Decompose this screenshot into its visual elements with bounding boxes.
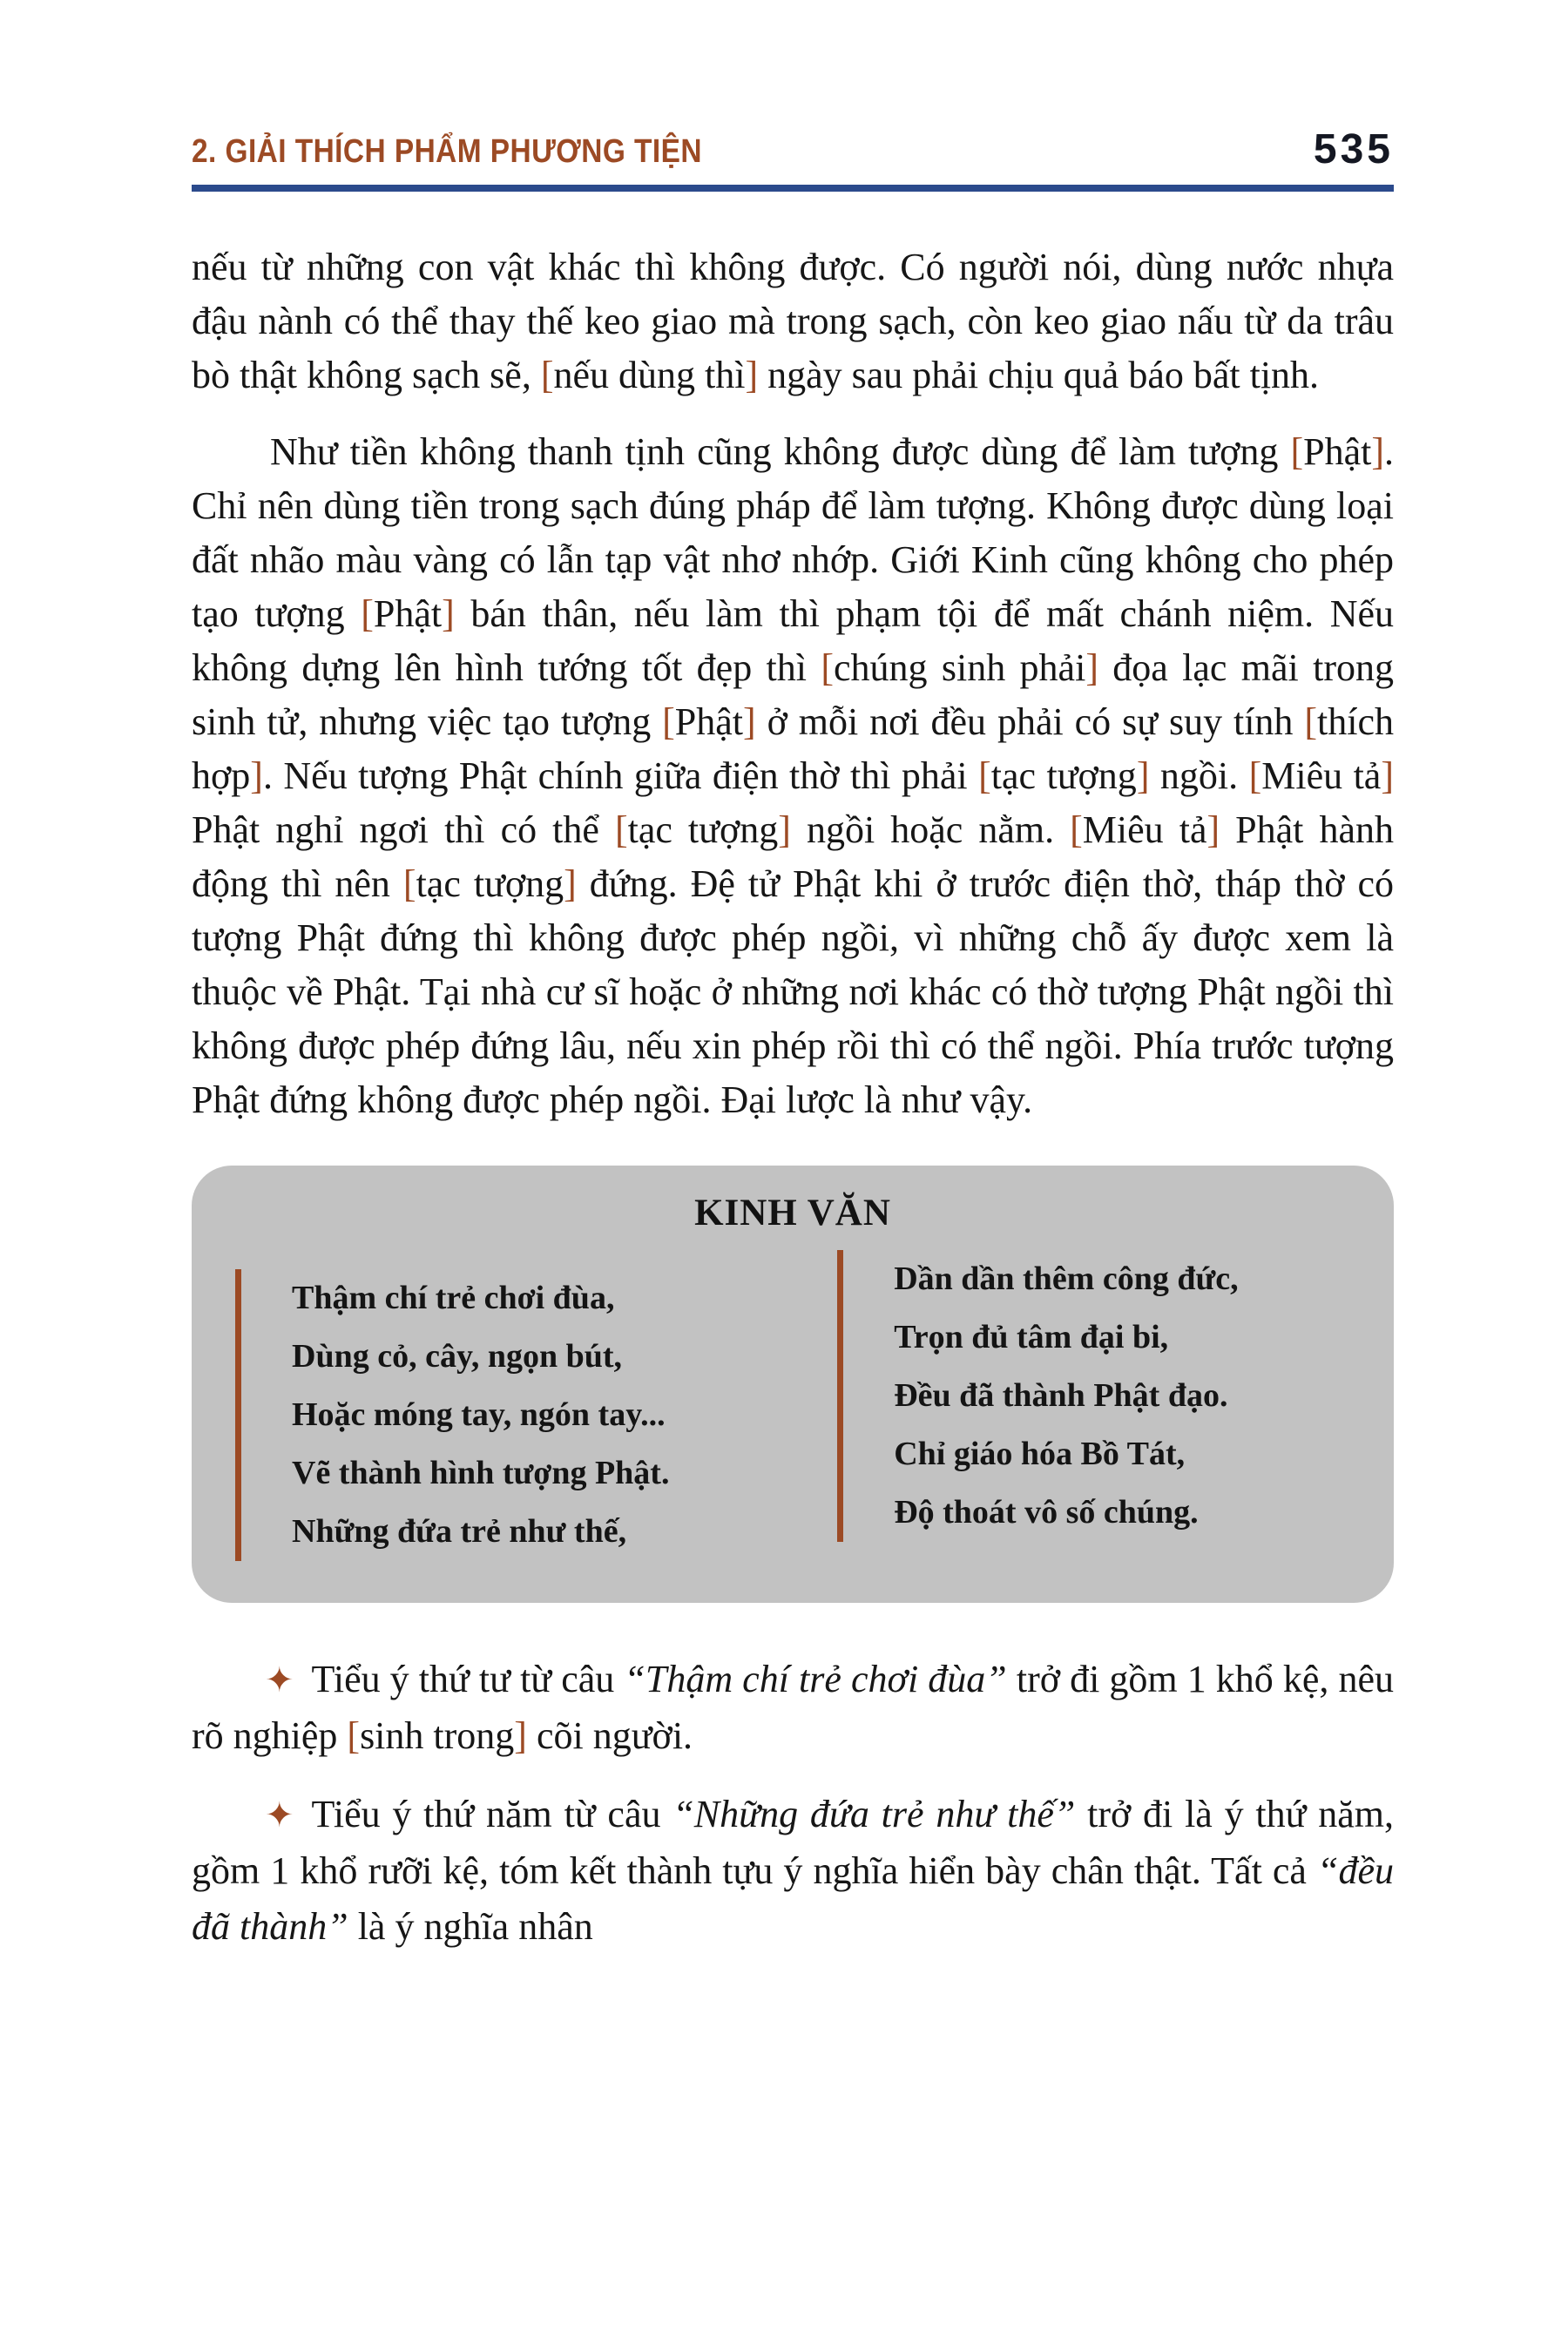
bracket-open-mark: [ xyxy=(1304,700,1318,743)
bracketed-text: chúng sinh phải xyxy=(833,646,1086,689)
bracket-close-mark: ] xyxy=(743,700,756,743)
bracketed-text: nếu dùng thì xyxy=(553,354,746,396)
bracketed-text: Miêu tả xyxy=(1261,754,1382,797)
verse-line: Trọn đủ tâm đại bi, xyxy=(894,1319,1169,1355)
verse-line: Dùng cỏ, cây, ngọn bút, xyxy=(292,1338,623,1375)
chapter-title: 2. GIẢI THÍCH PHẨM PHƯƠNG TIỆN xyxy=(192,133,702,170)
bracketed-text: thích hợp xyxy=(192,700,1394,797)
bracket-open-mark: [ xyxy=(402,862,416,905)
bracketed-text: Phật xyxy=(674,700,744,743)
verse-line: Hoặc móng tay, ngón tay... xyxy=(292,1396,666,1433)
note-text xyxy=(192,1793,1394,1948)
verse-line: Chỉ giáo hóa Bồ Tát, xyxy=(894,1436,1186,1472)
verse-line: Vẽ thành hình tượng Phật. xyxy=(292,1455,670,1491)
bracket-open-mark: [ xyxy=(1070,808,1083,851)
text-segment: đọa lạc mãi trong sinh tử, nhưng việc tạo tượng xyxy=(192,646,1395,743)
body-paragraph xyxy=(192,240,1394,402)
verse-line: Những đứa trẻ như thế, xyxy=(292,1513,627,1550)
bracketed-text: tạc tượng xyxy=(627,808,779,851)
text-segment: Phật nghỉ ngơi thì có thể xyxy=(192,808,615,851)
bracket-close-mark: ] xyxy=(1371,430,1384,473)
verse-line: Dần dần thêm công đức, xyxy=(894,1260,1239,1297)
bracket-close-mark: ] xyxy=(250,754,263,797)
text-segment: Phật hành động thì nên xyxy=(192,808,1394,905)
bracketed-text: Miêu tả xyxy=(1082,808,1207,851)
bracketed-text: tạc tượng xyxy=(416,862,564,905)
body-paragraph xyxy=(192,425,1394,1127)
note-text xyxy=(192,1658,1394,1757)
text-segment: Như tiền không thanh tịnh cũng không được dùng để làm tượng xyxy=(270,430,1291,473)
bracket-open-mark: [ xyxy=(347,1714,361,1757)
text-segment: ngồi hoặc nằm. xyxy=(790,808,1071,851)
bracket-open-mark: [ xyxy=(821,646,834,689)
bracket-close-mark: ] xyxy=(745,354,759,396)
bracketed-text: Phật xyxy=(1303,430,1372,473)
bracketed-text: tạc tượng xyxy=(990,754,1137,797)
text-segment: . Chỉ nên dùng tiền trong sạch đúng pháp để làm tượng. Không được dùng loại đất nhão màu vàng có lẫn tạp vật nhơ nhớp. Giới Kinh cũng không cho phép tạo tượng xyxy=(192,430,1394,635)
text-segment: là ý nghĩa nhân xyxy=(348,1905,593,1948)
bracket-close-mark: ] xyxy=(1136,754,1150,797)
bracket-close-mark: ] xyxy=(514,1714,527,1757)
text-segment: bán thân, nếu làm thì phạm tội để mất chánh niệm. Nếu không dựng lên hình tướng tốt đẹp thì xyxy=(192,592,1395,689)
quoted-phrase: “đều đã thành” xyxy=(192,1849,1394,1948)
text-segment: ngày sau phải chịu quả báo bất tịnh. xyxy=(758,354,1320,396)
verse-column-right xyxy=(837,1250,1350,1542)
bracket-open-mark: [ xyxy=(662,700,675,743)
bracket-open-mark: [ xyxy=(1248,754,1262,797)
text-segment: Tiểu ý thứ tư từ câu xyxy=(311,1658,625,1700)
text-segment: đứng. Đệ tử Phật khi ở trước điện thờ, tháp thờ có tượng Phật đứng thì không được phép ngồi, vì những chỗ ấy được xem là thuộc về Phật. Tại nhà cư sĩ hoặc ở những nơi khác có thờ tượng Phật ngồi thì không được phép đứng lâu, nếu xin phép rồi thì có thể ngồi. Phía trước tượng Phật đứng không được phép ngồi. Đại lược là như vậy. xyxy=(192,862,1395,1121)
text-segment: cõi người. xyxy=(526,1714,693,1757)
quoted-phrase: “Thậm chí trẻ chơi đùa” xyxy=(624,1658,1007,1700)
kinh-van-title: KINH VĂN xyxy=(694,1193,891,1233)
kinh-van-box xyxy=(192,1166,1394,1603)
verse-line: Đều đã thành Phật đạo. xyxy=(894,1377,1228,1414)
bracket-close-mark: ] xyxy=(1206,808,1220,851)
commentary-notes xyxy=(192,1652,1394,1955)
verse-line: Thậm chí trẻ chơi đùa, xyxy=(292,1280,615,1316)
text-segment: ở mỗi nơi đều phải có sự suy tính xyxy=(755,700,1305,743)
bracket-open-mark: [ xyxy=(540,354,554,396)
bracket-open-mark: [ xyxy=(978,754,991,797)
bracket-close-mark: ] xyxy=(778,808,791,851)
quoted-phrase: “Những đứa trẻ như thế” xyxy=(672,1793,1076,1835)
bracket-close-mark: ] xyxy=(564,862,577,905)
bracket-close-mark: ] xyxy=(1085,646,1098,689)
verse-column-left xyxy=(235,1269,837,1561)
text-segment: Tiểu ý thứ năm từ câu xyxy=(311,1793,673,1835)
verse-columns xyxy=(235,1260,1350,1561)
note-paragraph xyxy=(192,1652,1394,1764)
star-bullet-icon: ✦ xyxy=(265,1660,294,1700)
text-segment: nếu từ những con vật khác thì không được. Có người nói, dùng nước nhựa đậu nành có thể thay thế keo giao mà trong sạch, còn keo giao nấu từ da trâu bò thật không sạch sẽ, xyxy=(192,246,1394,396)
verse-line: Độ thoát vô số chúng. xyxy=(894,1494,1199,1531)
text-segment: trở đi gồm 1 khổ kệ, nêu rõ nghiệp xyxy=(192,1658,1394,1757)
text-segment: . Nếu tượng Phật chính giữa điện thờ thì phải xyxy=(262,754,979,797)
bracket-open-mark: [ xyxy=(1290,430,1304,473)
text-segment: trở đi là ý thứ năm, gồm 1 khổ rưỡi kệ, tóm kết thành tựu ý nghĩa hiển bày chân thật. Tất cả xyxy=(192,1793,1395,1892)
bracket-open-mark: [ xyxy=(614,808,628,851)
page-number: 535 xyxy=(1313,126,1394,172)
bracket-open-mark: [ xyxy=(361,592,374,635)
bracketed-text: sinh trong xyxy=(360,1714,515,1757)
text-segment: ngồi. xyxy=(1149,754,1249,797)
bracket-close-mark: ] xyxy=(442,592,455,635)
bracketed-text: Phật xyxy=(373,592,443,635)
bracket-close-mark: ] xyxy=(1381,754,1394,797)
star-bullet-icon: ✦ xyxy=(265,1795,294,1835)
note-paragraph xyxy=(192,1787,1394,1955)
header-rule xyxy=(192,185,1394,192)
page-header xyxy=(192,126,1394,172)
page-body xyxy=(192,240,1394,1955)
